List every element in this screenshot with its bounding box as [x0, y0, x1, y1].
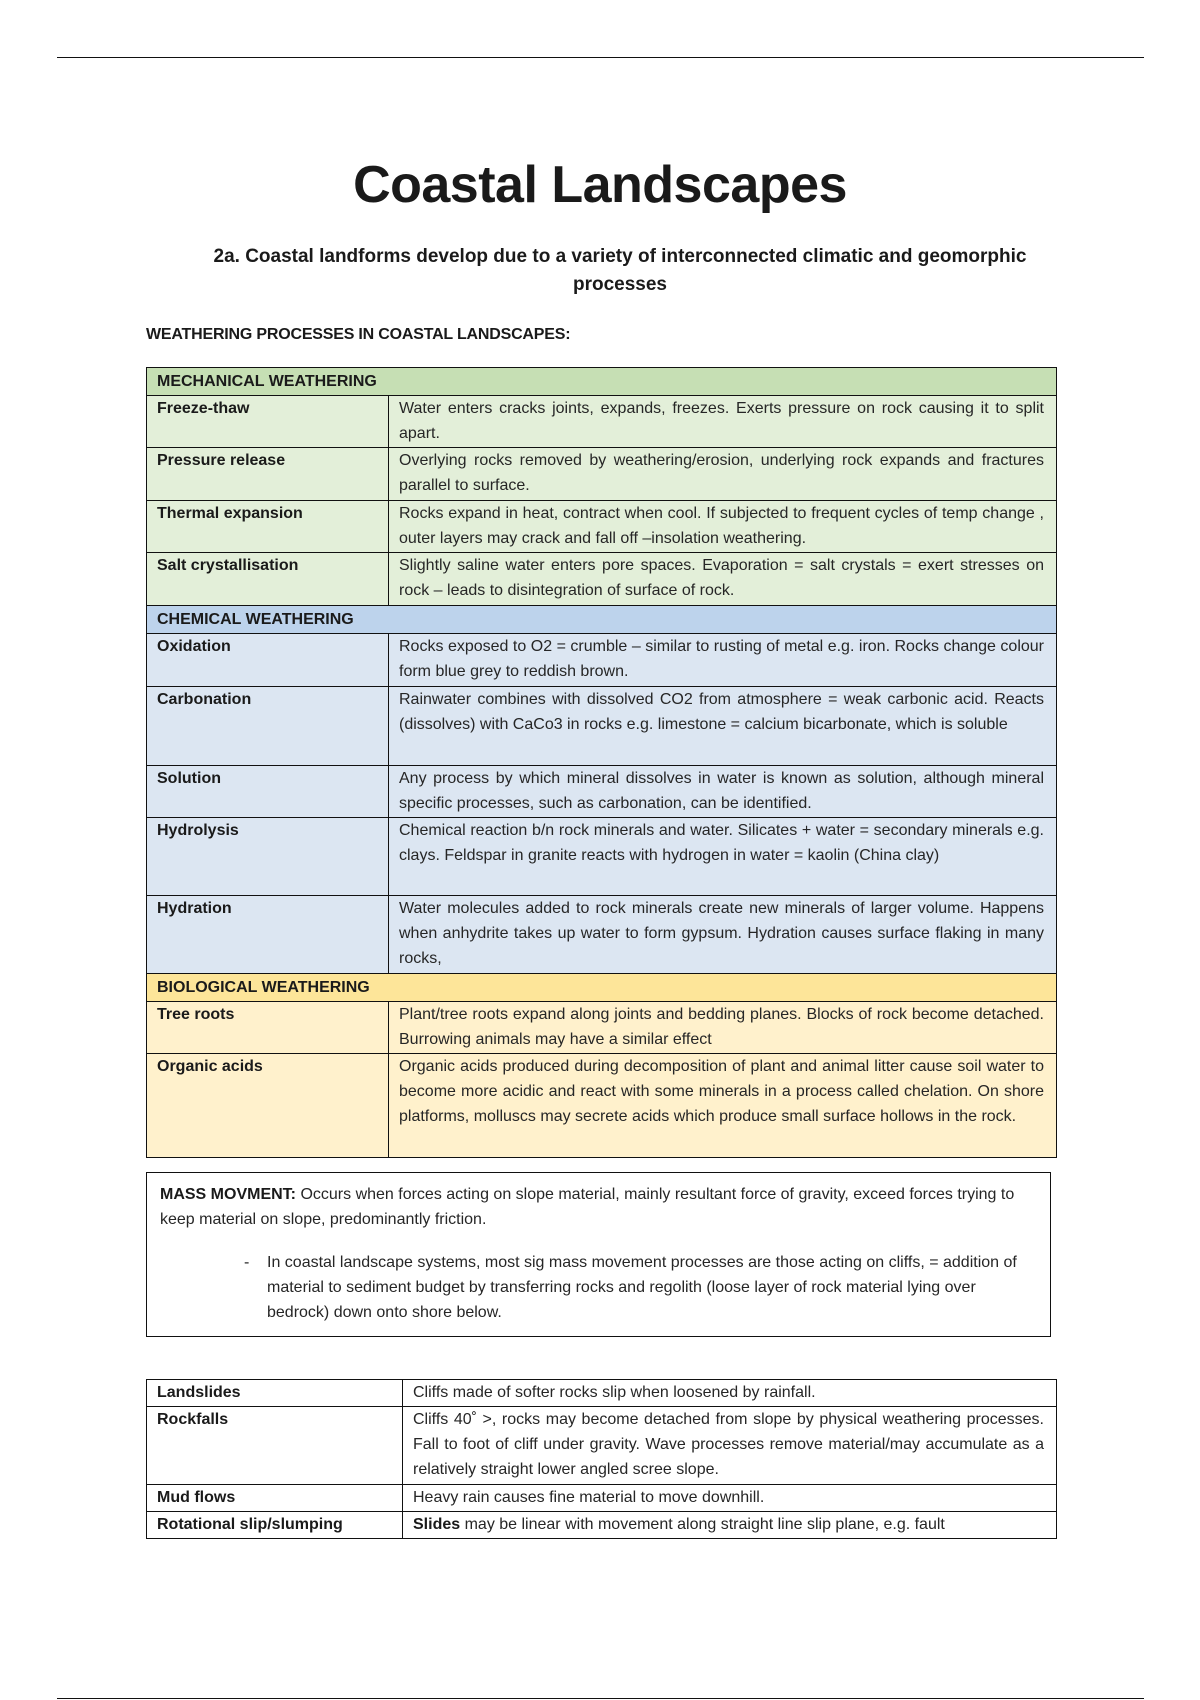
movement-description [403, 1512, 1057, 1539]
page-title: Coastal Landscapes [353, 156, 847, 214]
process-term: Hydrolysis [147, 818, 389, 896]
table-row [147, 766, 1057, 818]
process-description: Water molecules added to rock minerals create new minerals of larger volume. Happens when anhydrite takes up water to form gypsum. Hydration causes surface flaking in many rocks, [389, 896, 1057, 974]
process-term: Pressure release [147, 448, 389, 501]
process-description: Slightly saline water enters pore spaces. Evaporation = salt crystals = exert stresses on rock – leads to disintegration of surface of rock. [389, 553, 1057, 606]
process-description: Rocks expand in heat, contract when cool. If subjected to frequent cycles of temp change , outer layers may crack and fall off –insolation weathering. [389, 501, 1057, 553]
mechanical-weathering-heading: MECHANICAL WEATHERING [147, 368, 1057, 396]
table-row [147, 896, 1057, 974]
mass-movement-definition [160, 1182, 1036, 1232]
movement-term: Mud flows [147, 1485, 403, 1512]
process-description: Rocks exposed to O2 = crumble – similar to rusting of metal e.g. iron. Rocks change colour form blue grey to reddish brown. [389, 634, 1057, 687]
movement-description: Heavy rain causes fine material to move downhill. [403, 1485, 1057, 1512]
process-description: Any process by which mineral dissolves in water is known as solution, although mineral specific processes, such as carbonation, can be identified. [389, 766, 1057, 818]
process-term: Freeze-thaw [147, 396, 389, 448]
process-term: Oxidation [147, 634, 389, 687]
process-term: Hydration [147, 896, 389, 974]
header-rule [57, 57, 1144, 58]
table-row [147, 1407, 1057, 1485]
weathering-table [146, 367, 1057, 1158]
table-row [147, 396, 1057, 448]
table-row [147, 553, 1057, 606]
movement-term: Rotational slip/slumping [147, 1512, 403, 1539]
movement-description: Cliffs 40˚ >, rocks may become detached from slope by physical weathering processes. Fall to foot of cliff under gravity. Wave processes remove material/may accumulate as a relatively straight lower angled scree slope. [403, 1407, 1057, 1485]
process-term: Organic acids [147, 1054, 389, 1158]
chemical-weathering-heading: CHEMICAL WEATHERING [147, 606, 1057, 634]
movement-term: Rockfalls [147, 1407, 403, 1485]
table-row [147, 1485, 1057, 1512]
mass-movement-box [146, 1172, 1051, 1337]
process-description: Plant/tree roots expand along joints and bedding planes. Blocks of rock become detached. Burrowing animals may have a similar effect [389, 1002, 1057, 1054]
process-term: Carbonation [147, 687, 389, 766]
process-description: Organic acids produced during decomposition of plant and animal litter cause soil water to become more acidic and react with some minerals in a process called chelation. On shore platforms, molluscs may secrete acids which produce small surface hollows in the rock. [389, 1054, 1057, 1158]
bullet-marker: - [244, 1254, 250, 1271]
movement-description: Cliffs made of softer rocks slip when loosened by rainfall. [403, 1380, 1057, 1407]
table-row [147, 1054, 1057, 1158]
process-description: Water enters cracks joints, expands, freezes. Exerts pressure on rock causing it to split apart. [389, 396, 1057, 448]
table-row [147, 818, 1057, 896]
process-description: Chemical reaction b/n rock minerals and water. Silicates + water = secondary minerals e.g. clays. Feldspar in granite reacts with hydrogen in water = kaolin (China clay) [389, 818, 1057, 896]
table-row [147, 501, 1057, 553]
process-term: Tree roots [147, 1002, 389, 1054]
movement-description-bold: Slides [413, 1516, 461, 1533]
process-description: Overlying rocks removed by weathering/erosion, underlying rock expands and fractures parallel to surface. [389, 448, 1057, 501]
process-term: Thermal expansion [147, 501, 389, 553]
mechanical-weathering-group [147, 368, 1057, 606]
movement-description-rest: may be linear with movement along straight line slip plane, e.g. fault [460, 1516, 945, 1533]
table-row [147, 1380, 1057, 1407]
table-row [147, 1002, 1057, 1054]
mass-movement-definition-text: Occurs when forces acting on slope material, mainly resultant force of gravity, exceed forces trying to keep material on slope, predominantly friction. [160, 1186, 1015, 1228]
table-row [147, 1512, 1057, 1539]
process-term: Solution [147, 766, 389, 818]
footer-rule [57, 1698, 1144, 1699]
mass-movement-table [146, 1379, 1057, 1539]
process-description: Rainwater combines with dissolved CO2 from atmosphere = weak carbonic acid. Reacts (dissolves) with CaCo3 in rocks e.g. limestone = calcium bicarbonate, which is soluble [389, 687, 1057, 766]
table-row [147, 634, 1057, 687]
table-row [147, 687, 1057, 766]
movement-term: Landslides [147, 1380, 403, 1407]
page-subtitle: 2a. Coastal landforms develop due to a variety of interconnected climatic and geomorphic processes [213, 246, 1027, 295]
section-heading: WEATHERING PROCESSES IN COASTAL LANDSCAPES: [146, 326, 571, 343]
mass-movement-label: MASS MOVMENT: [160, 1186, 296, 1203]
biological-weathering-heading: BIOLOGICAL WEATHERING [147, 974, 1057, 1002]
mass-movement-bullet [160, 1250, 1036, 1325]
mass-movement-bullet-text: In coastal landscape systems, most sig mass movement processes are those acting on cliffs, = addition of material to sediment budget by transferring rocks and regolith (loose layer of rock material lying over bedrock) down onto shore below. [267, 1254, 1017, 1321]
process-term: Salt crystallisation [147, 553, 389, 606]
biological-weathering-group [147, 974, 1057, 1158]
chemical-weathering-group [147, 606, 1057, 974]
table-row [147, 448, 1057, 501]
